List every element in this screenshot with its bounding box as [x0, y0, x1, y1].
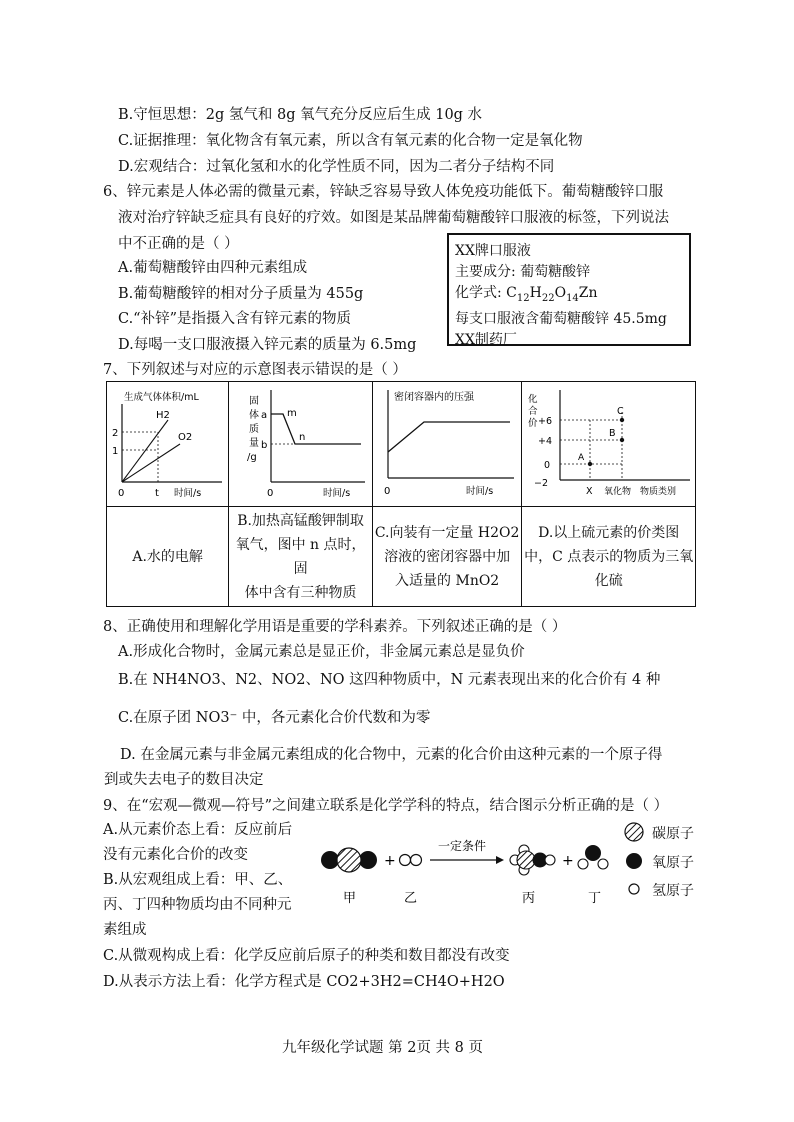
svg-text:+: +: [384, 853, 396, 869]
graph-b-ylabel-2: 质: [248, 424, 259, 435]
graph-b-b: b: [260, 440, 267, 451]
graph-c-curve: [388, 422, 510, 452]
graph-a-cell: [107, 382, 229, 507]
q6-option-c: C.“补锌”是指摄入含有锌元素的物质: [118, 311, 352, 327]
graph-c: [374, 382, 520, 502]
q9-option-b-line3: 素组成: [103, 922, 147, 938]
q9-option-c: C.从微观构成上看：化学反应前后原子的种类和数目都没有改变: [103, 948, 510, 964]
reaction-legend-icons: [620, 818, 650, 904]
reaction-diagram: [310, 820, 620, 910]
hydrogen-atom-icon: [629, 884, 639, 894]
q7-stem: 7、下列叙述与对应的示意图表示错误的是（ ）: [103, 362, 407, 378]
q8-stem: 8、正确使用和理解化学用语是重要的学科素养。下列叙述正确的是（ ）: [103, 619, 567, 635]
graph-b-ylabel-4: /g: [246, 452, 257, 463]
molecule-ding: [578, 845, 608, 869]
q8-option-d-line1: D. 在金属元素与非金属元素组成的化合物中，元素的化合价由这种元素的一个原子得: [120, 747, 663, 763]
graph-a: [108, 382, 228, 502]
label-formula-value: $C_{12}H_{22}O_{14}Zn$: [506, 285, 598, 304]
graph-d-tick-0: 0: [543, 460, 550, 471]
graph-b: [231, 382, 371, 502]
graph-d-point-a: [588, 462, 592, 466]
q6-option-d: D.每喝一支口服液摄入锌元素的质量为 6.5mg: [118, 337, 417, 353]
q6-stem-line1: 6、锌元素是人体必需的微量元素，锌缺乏容易导致人体免疫功能低下。葡萄糖酸锌口服: [103, 184, 664, 200]
graph-d-point-c: [620, 418, 624, 422]
graph-d-tick-6: +6: [537, 416, 552, 427]
graph-d-ylabel-2: 价: [527, 418, 538, 429]
graph-c-ylabel: 密闭容器内的压强: [394, 392, 475, 403]
graph-b-curve: [271, 414, 361, 444]
label-formula: 化学式: $C_{12}H_{22}O_{14}Zn$: [455, 285, 598, 304]
caption-a: A.水的电解: [107, 507, 229, 607]
graph-a-o2-label: O2: [177, 432, 192, 443]
molecule-yi: [400, 855, 422, 866]
graph-a-origin: 0: [117, 488, 125, 499]
graph-d-cell: [522, 382, 696, 507]
q9-option-a-line2: 没有元素化合价的改变: [103, 847, 248, 863]
graph-a-t: t: [154, 488, 159, 499]
graph-b-cell: [229, 382, 373, 507]
graph-b-ylabel-1: 体: [248, 410, 259, 421]
molecule-jia: [321, 848, 377, 872]
caption-b: B.加热高锰酸钾制取 氧气，图中 n 点时，固 体中含有三种物质: [229, 507, 373, 607]
q8-option-b: B.在 NH4NO3、N2、NO2、NO 这四种物质中，N 元素表现出来的化合价有 4 种: [118, 672, 661, 688]
label-yi: 乙: [404, 891, 418, 906]
graph-d: [524, 382, 694, 502]
q7-figure-table: [106, 381, 696, 607]
reaction-condition: 一定条件: [438, 839, 487, 853]
label-bing: 丙: [522, 891, 536, 906]
graph-d-point-b: [620, 438, 624, 442]
oxygen-atom-icon: [626, 853, 642, 869]
graph-d-ylabel-1: 合: [527, 406, 538, 417]
graph-a-ylabel: 生成气体体积/mL: [123, 392, 199, 403]
page-footer: 九年级化学试题 第 2页 共 8 页: [282, 1040, 483, 1056]
graph-a-tick-2: 2: [111, 428, 119, 439]
graph-d-label-c: C: [616, 406, 624, 417]
svg-text:+: +: [562, 853, 574, 869]
q9-stem: 9、在“宏观—微观—符号”之间建立联系是化学学科的特点，结合图示分析正确的是（ ）: [103, 798, 669, 814]
graph-d-x: X: [585, 486, 593, 497]
graph-d-xlabel: 物质类别: [639, 487, 676, 497]
q9-option-b-line1: B.从宏观组成上看：甲、乙、: [103, 872, 293, 888]
graph-d-ylabel-0: 化: [527, 394, 538, 405]
graph-d-tick-m2: −2: [533, 478, 548, 489]
q5-option-c: C.证据推理：氧化物含有氧元素，所以含有氧元素的化合物一定是氧化物: [118, 133, 583, 149]
label-title: XX牌口服液: [455, 243, 531, 259]
graph-a-h2-label: H2: [155, 410, 170, 421]
q8-option-c: C.在原子团 NO3⁻ 中，各元素化合价代数和为零: [118, 710, 431, 726]
graph-b-ylabel-0: 固: [248, 396, 259, 407]
graph-d-label-a: A: [577, 453, 584, 463]
q9-option-b-line2: 丙、丁四种物质均由不同种元: [103, 897, 292, 913]
graph-d-tick-4: +4: [537, 436, 552, 447]
graph-b-origin: 0: [266, 488, 273, 499]
graph-b-n: n: [298, 432, 305, 443]
graph-a-h2-line: [122, 420, 168, 482]
label-jia: 甲: [343, 891, 357, 906]
legend-oxygen: 氧原子: [652, 855, 694, 871]
label-maker: XX制药厂: [455, 331, 517, 348]
q8-option-d-line2: 到或失去电子的数目决定: [104, 772, 264, 788]
label-ding: 丁: [588, 891, 602, 906]
label-ingredient: 主要成分: 葡萄糖酸锌: [455, 264, 591, 280]
graph-b-xlabel: 时间/s: [322, 488, 350, 499]
graph-b-m: m: [286, 408, 297, 419]
q9-option-a-line1: A.从元素价态上看：反应前后: [103, 822, 293, 838]
q6-stem-line2: 液对治疗锌缺乏症具有良好的疗效。如图是某品牌葡萄糖酸锌口服液的标签，下列说法: [118, 210, 669, 226]
q9-option-d: D.从表示方法上看：化学方程式是 CO2+3H2=CH4O+H2O: [103, 974, 505, 990]
q8-option-a: A.形成化合物时，金属元素总是显正价，非金属元素总是显负价: [118, 644, 525, 660]
graph-c-cell: [372, 382, 522, 507]
caption-c: C.向装有一定量 H2O2 溶液的密闭容器中加 入适量的 MnO2: [372, 507, 522, 607]
molecule-bing: [510, 845, 555, 875]
graph-d-label-b: B: [608, 428, 616, 439]
medicine-label: [447, 233, 691, 346]
q5-option-d: D.宏观结合：过氧化氢和水的化学性质不同，因为二者分子结构不同: [118, 159, 555, 175]
q6-option-b: B.葡萄糖酸锌的相对分子质量为 455g: [118, 286, 364, 302]
label-content: 每支口服液含葡萄糖酸锌 45.5mg: [455, 310, 667, 327]
carbon-atom-icon: [625, 823, 643, 841]
graph-c-xlabel: 时间/s: [466, 486, 494, 497]
q6-stem-line3: 中不正确的是（ ）: [118, 236, 239, 252]
legend-hydrogen: 氢原子: [652, 883, 694, 899]
graph-b-ylabel-3: 量: [248, 438, 259, 449]
q5-option-b: B.守恒思想：2g 氢气和 8g 氧气充分反应后生成 10g 水: [118, 107, 483, 123]
graph-d-xcat: 氧化物: [603, 487, 631, 497]
graph-c-origin: 0: [384, 486, 391, 497]
graph-b-a: a: [260, 410, 267, 421]
graph-a-tick-1: 1: [111, 446, 119, 457]
q6-option-a: A.葡萄糖酸锌由四种元素组成: [118, 260, 308, 276]
caption-d: D.以上硫元素的价类图 中，C 点表示的物质为三氧 化硫: [522, 507, 696, 607]
graph-a-xlabel: 时间/s: [173, 488, 201, 499]
legend-carbon: 碳原子: [652, 826, 694, 842]
